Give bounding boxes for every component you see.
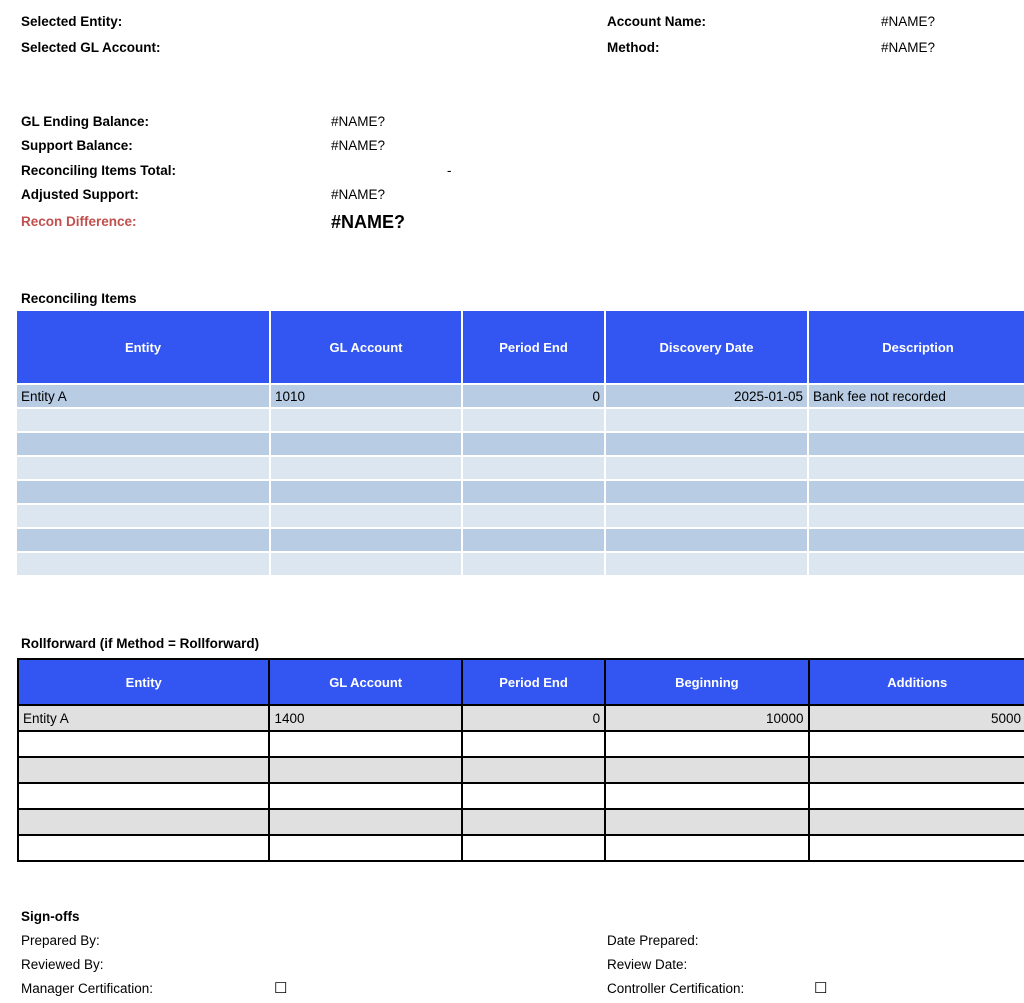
cell-entity[interactable]: Entity A — [17, 384, 270, 408]
cell-entity[interactable] — [17, 408, 270, 432]
account-name-value: #NAME? — [881, 14, 936, 29]
table-row[interactable] — [18, 705, 1024, 731]
column-header-additions[interactable]: Additions — [809, 659, 1024, 705]
column-header-gl-account[interactable]: GL Account — [270, 311, 462, 384]
support-balance-value: #NAME? — [331, 138, 386, 153]
cell-gl-account[interactable] — [270, 432, 462, 456]
table-row[interactable] — [17, 504, 1024, 528]
cell-discovery-date[interactable]: 2025-01-05 — [605, 384, 808, 408]
cell-period-end[interactable] — [462, 783, 605, 809]
cell-beginning[interactable] — [605, 731, 808, 757]
gl-ending-balance-label: GL Ending Balance: — [21, 114, 150, 129]
cell-beginning[interactable] — [605, 835, 808, 861]
cell-description[interactable] — [808, 432, 1024, 456]
table-header-row — [17, 311, 1024, 384]
cell-discovery-date[interactable] — [605, 432, 808, 456]
column-header-gl-account[interactable]: GL Account — [269, 659, 461, 705]
column-header-entity[interactable]: Entity — [17, 311, 270, 384]
cell-entity[interactable] — [18, 783, 269, 809]
cell-additions[interactable] — [809, 809, 1024, 835]
cell-period-end[interactable] — [462, 432, 605, 456]
cell-period-end[interactable] — [462, 456, 605, 480]
cell-gl-account[interactable] — [270, 456, 462, 480]
cell-period-end[interactable]: 0 — [462, 705, 605, 731]
table-row[interactable] — [18, 757, 1024, 783]
column-header-period-end[interactable]: Period End — [462, 659, 605, 705]
table-row[interactable] — [17, 456, 1024, 480]
recon-difference-value: #NAME? — [331, 212, 406, 232]
adjusted-support-label: Adjusted Support: — [21, 187, 139, 202]
column-header-period-end[interactable]: Period End — [462, 311, 605, 384]
cell-entity[interactable]: Entity A — [18, 705, 269, 731]
manager-certification-checkbox-icon[interactable]: ☐ — [274, 980, 288, 997]
table-row[interactable] — [18, 835, 1024, 861]
cell-gl-account[interactable] — [269, 783, 461, 809]
cell-entity[interactable] — [18, 757, 269, 783]
table-row[interactable] — [17, 384, 1024, 408]
cell-gl-account[interactable] — [269, 809, 461, 835]
cell-entity[interactable] — [17, 552, 270, 576]
date-prepared-label: Date Prepared: — [607, 933, 699, 948]
cell-entity[interactable] — [17, 456, 270, 480]
support-balance-label: Support Balance: — [21, 138, 133, 153]
cell-discovery-date[interactable] — [605, 552, 808, 576]
cell-description[interactable] — [808, 552, 1024, 576]
cell-additions[interactable] — [809, 757, 1024, 783]
method-value: #NAME? — [881, 40, 936, 55]
table-row[interactable] — [18, 783, 1024, 809]
cell-description[interactable] — [808, 504, 1024, 528]
cell-entity[interactable] — [18, 835, 269, 861]
reviewed-by-label: Reviewed By: — [21, 957, 104, 972]
cell-entity[interactable] — [18, 731, 269, 757]
account-name-label: Account Name: — [607, 14, 707, 29]
review-date-label: Review Date: — [607, 957, 688, 972]
cell-gl-account[interactable] — [270, 528, 462, 552]
cell-discovery-date[interactable] — [605, 528, 808, 552]
cell-additions[interactable] — [809, 783, 1024, 809]
cell-description[interactable] — [808, 408, 1024, 432]
table-row[interactable] — [18, 731, 1024, 757]
cell-discovery-date[interactable] — [605, 408, 808, 432]
adjusted-support-value: #NAME? — [331, 187, 386, 202]
controller-certification-checkbox-icon[interactable]: ☐ — [814, 980, 828, 997]
cell-entity[interactable] — [17, 480, 270, 504]
table-row[interactable] — [18, 809, 1024, 835]
cell-entity[interactable] — [18, 809, 269, 835]
cell-description[interactable] — [808, 456, 1024, 480]
cell-gl-account[interactable] — [269, 731, 461, 757]
selected-gl-account-label: Selected GL Account: — [21, 40, 161, 55]
cell-period-end[interactable] — [462, 731, 605, 757]
cell-beginning[interactable] — [605, 809, 808, 835]
prepared-by-label: Prepared By: — [21, 933, 100, 948]
cell-entity[interactable] — [17, 504, 270, 528]
cell-period-end[interactable] — [462, 480, 605, 504]
table-header-row — [18, 659, 1024, 705]
cell-gl-account[interactable] — [270, 480, 462, 504]
cell-beginning[interactable]: 10000 — [605, 705, 808, 731]
cell-gl-account[interactable] — [269, 757, 461, 783]
cell-gl-account[interactable] — [270, 552, 462, 576]
gl-ending-balance-value: #NAME? — [331, 114, 386, 129]
reconciling-items-total-value: - — [447, 163, 452, 178]
controller-certification-label: Controller Certification: — [607, 981, 745, 996]
cell-gl-account[interactable] — [269, 835, 461, 861]
cell-period-end[interactable] — [462, 528, 605, 552]
recon-difference-label: Recon Difference: — [21, 214, 137, 229]
cell-entity[interactable] — [17, 432, 270, 456]
cell-period-end[interactable] — [462, 504, 605, 528]
cell-additions[interactable] — [809, 835, 1024, 861]
cell-discovery-date[interactable] — [605, 456, 808, 480]
table-row[interactable] — [17, 528, 1024, 552]
cell-period-end[interactable] — [462, 408, 605, 432]
table-row[interactable] — [17, 552, 1024, 576]
column-header-description[interactable]: Description — [808, 311, 1024, 384]
column-header-discovery-date[interactable]: Discovery Date — [605, 311, 808, 384]
cell-gl-account[interactable]: 1010 — [270, 384, 462, 408]
cell-description[interactable] — [808, 528, 1024, 552]
cell-description[interactable]: Bank fee not recorded — [808, 384, 1024, 408]
manager-certification-label: Manager Certification: — [21, 981, 154, 996]
cell-gl-account[interactable] — [270, 408, 462, 432]
reconciling-items-table[interactable] — [17, 311, 1024, 577]
column-header-beginning[interactable]: Beginning — [605, 659, 808, 705]
rollforward-table[interactable] — [17, 658, 1024, 862]
cell-period-end[interactable] — [462, 552, 605, 576]
cell-description[interactable] — [808, 480, 1024, 504]
reconciling-items-total-label: Reconciling Items Total: — [21, 163, 177, 178]
table-row[interactable] — [17, 432, 1024, 456]
cell-additions[interactable]: 5000 — [809, 705, 1024, 731]
cell-beginning[interactable] — [605, 783, 808, 809]
cell-period-end[interactable] — [462, 809, 605, 835]
cell-gl-account[interactable]: 1400 — [269, 705, 461, 731]
cell-period-end[interactable]: 0 — [462, 384, 605, 408]
reconciling-items-caption: Reconciling Items — [21, 291, 137, 306]
cell-gl-account[interactable] — [270, 504, 462, 528]
table-row[interactable] — [17, 480, 1024, 504]
cell-discovery-date[interactable] — [605, 480, 808, 504]
rollforward-caption: Rollforward (if Method = Rollforward) — [21, 636, 260, 651]
cell-entity[interactable] — [17, 528, 270, 552]
cell-additions[interactable] — [809, 731, 1024, 757]
method-label: Method: — [607, 40, 660, 55]
cell-discovery-date[interactable] — [605, 504, 808, 528]
column-header-entity[interactable]: Entity — [18, 659, 269, 705]
cell-period-end[interactable] — [462, 835, 605, 861]
cell-period-end[interactable] — [462, 757, 605, 783]
signoffs-caption: Sign-offs — [21, 909, 80, 924]
selected-entity-label: Selected Entity: — [21, 14, 123, 29]
cell-beginning[interactable] — [605, 757, 808, 783]
table-row[interactable] — [17, 408, 1024, 432]
